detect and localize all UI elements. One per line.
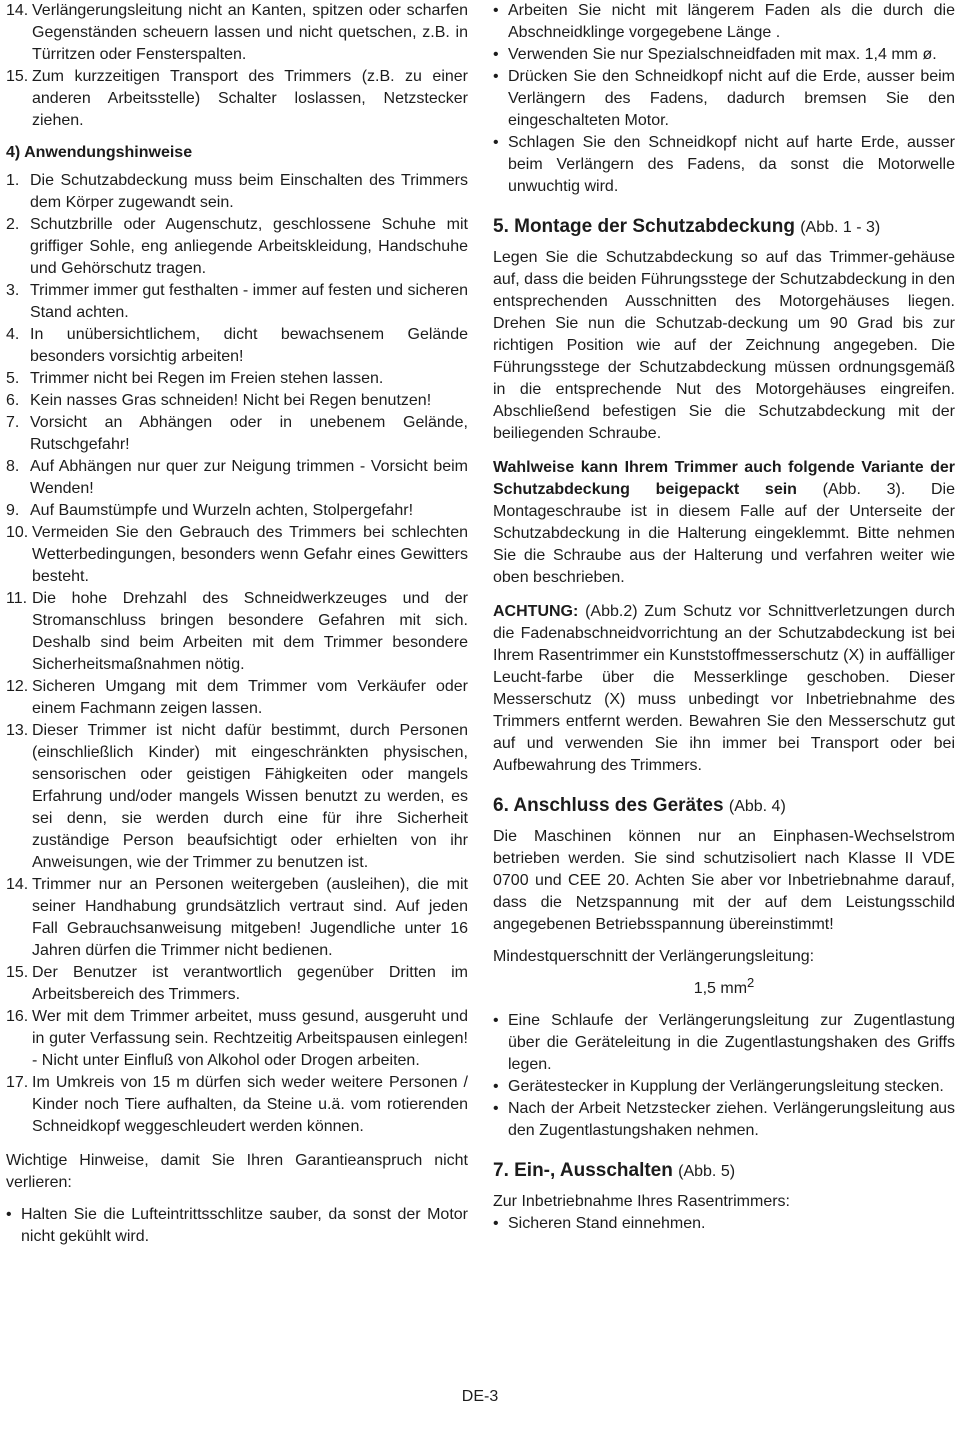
bullet-mark: • <box>493 1012 499 1029</box>
bullet-mark: • <box>6 1206 12 1223</box>
bullet-text: Schlagen Sie den Schneidkopf nicht auf harte Erde, ausser beim Verlängern des Fadens, da sonst die Motorwelle unwuchtig wird. <box>508 134 955 195</box>
bullet-mark: • <box>493 46 499 63</box>
item-text: Trimmer immer gut festhalten - immer auf festen und sicheren Stand achten. <box>30 282 468 321</box>
bullet-item <box>493 1098 955 1142</box>
item-text: Auf Baumstümpfe und Wurzeln achten, Stolpergefahr! <box>30 502 414 519</box>
list-item <box>6 874 468 962</box>
section-7-paragraph: Zur Inbetriebnahme Ihres Rasentrimmers: <box>493 1193 790 1210</box>
list-item <box>6 66 468 132</box>
item-text: Schutzbrille oder Augenschutz, geschlossene Schuhe mit griffiger Sohle, eng anliegende Arbeitskleidung, Handschuhe und Gehörschutz tragen. <box>30 216 468 277</box>
list-item <box>6 170 468 214</box>
item-text: Vermeiden Sie den Gebrauch des Trimmers bei schlechten Wetterbedingungen, besonders wenn Gefahr eines Gewitters besteht. <box>32 524 468 585</box>
item-number: 2. <box>6 216 20 233</box>
item-text: Die Schutzabdeckung muss beim Einschalten des Trimmers dem Körper zugewandt sein. <box>30 172 468 211</box>
bullet-mark: • <box>493 68 499 85</box>
right-column <box>493 0 955 1235</box>
item-number: 6. <box>6 392 20 409</box>
item-text: Verlängerungsleitung nicht an Kanten, spitzen oder scharfen Gegenständen scheuern lassen und nicht quetschen, z.B. in Türritzen oder Fensterspalten. <box>32 2 468 63</box>
list-item <box>6 1006 468 1072</box>
section-title: 6. Anschluss des Gerätes <box>493 795 724 816</box>
bullet-text: Halten Sie die Lufteintrittsschlitze sauber, da sonst der Motor nicht gekühlt wird. <box>21 1206 468 1245</box>
bullet-mark: • <box>493 1100 499 1117</box>
item-number: 13. <box>6 722 29 739</box>
bullet-mark: • <box>493 1215 499 1232</box>
cable-cross-section-value <box>493 975 955 1000</box>
item-text: Zum kurzzeitigen Transport des Trimmers (z.B. zu einer anderen Arbeitsstelle) Schalter loslassen, Netzstecker ziehen. <box>32 68 468 129</box>
list-item <box>6 456 468 500</box>
section-heading-4: 4) Anwendungshinweise <box>6 144 193 161</box>
list-item <box>6 1072 468 1138</box>
item-number: 14. <box>6 2 29 19</box>
section-7-heading <box>493 1160 955 1183</box>
item-number: 12. <box>6 678 29 695</box>
list-item <box>6 588 468 676</box>
warning-label: ACHTUNG: <box>493 603 579 620</box>
list-item <box>6 522 468 588</box>
bullet-item <box>493 1213 955 1235</box>
item-number: 11. <box>6 590 28 607</box>
figure-reference: (Abb. 5) <box>678 1163 736 1180</box>
list-item <box>6 368 468 390</box>
item-text: Auf Abhängen nur quer zur Neigung trimmen - Vorsicht beim Wenden! <box>30 458 468 497</box>
list-item <box>6 676 468 720</box>
figure-reference: (Abb. 1 - 3) <box>800 219 881 236</box>
item-text: Vorsicht an Abhängen oder in unebenem Gelände, Rutschgefahr! <box>30 414 468 453</box>
item-number: 17. <box>6 1074 29 1091</box>
bullet-text: Gerätestecker in Kupplung der Verlängerungsleitung stecken. <box>508 1078 944 1095</box>
bullet-text: Arbeiten Sie nicht mit längerem Faden als die durch die Abschneidklinge vorgegebene Länge . <box>508 2 955 41</box>
warning-paragraph <box>493 601 955 777</box>
section-6-heading <box>493 795 955 818</box>
bullet-text: Drücken Sie den Schneidkopf nicht auf die Erde, ausser beim Verlängern des Fadens, dadurch bremsen Sie den eingeschalteten Motor. <box>508 68 955 129</box>
bullet-item <box>493 0 955 44</box>
bullet-text: Nach der Arbeit Netzstecker ziehen. Verlängerungsleitung aus den Zugentlastungshaken nehmen. <box>508 1100 955 1139</box>
bullet-mark: • <box>493 134 499 151</box>
bullet-text: Sicheren Stand einnehmen. <box>508 1215 706 1232</box>
left-column <box>6 0 468 1248</box>
bullet-text: Verwenden Sie nur Spezialschneidfaden mit max. 1,4 mm ø. <box>508 46 937 63</box>
value-exponent: 2 <box>747 975 755 990</box>
list-item <box>6 962 468 1006</box>
item-number: 10. <box>6 524 29 541</box>
warranty-intro: Wichtige Hinweise, damit Sie Ihren Garantieanspruch nicht verlieren: <box>6 1152 468 1191</box>
bullet-item <box>493 66 955 132</box>
item-text: Wer mit dem Trimmer arbeitet, muss gesund, ausgeruht und in guter Verfassung sein. Rechtzeitig Arbeitspausen einlegen! - Nicht unter Einfluß von Alkohol oder Drogen arbeiten. <box>32 1008 468 1069</box>
paragraph-text: (Abb.2) Zum Schutz vor Schnittverletzungen durch die Fadenabschneidvorrichtung an der Schutzabdeckung ist bei Ihrem Rasentrimmer ein Kunststoffmesserschutz (X) in auffälliger Leucht-farbe über die Messerklinge geschoben. Dieser Messerschutz (X) muss unbedingt vor Inbetriebnahme des Trimmers entfernt werden. Bewahren Sie den Messerschutz gut auf und verwenden Sie ihn immer bei Transport oder bei Aufbewahrung des Trimmers. <box>493 603 955 774</box>
list-item <box>6 0 468 66</box>
section-title: 7. Ein-, Ausschalten <box>493 1160 673 1181</box>
page-number: DE-3 <box>461 1388 499 1405</box>
section-5-heading <box>493 216 955 239</box>
value-text: 1,5 mm <box>693 980 748 997</box>
item-text: Dieser Trimmer ist nicht dafür bestimmt, durch Personen (einschließlich Kinder) mit eingeschränkten physischen, sensorischen oder geistigen Fähigkeiten oder mangels Erfahrung und/oder mangels Wissen benutzt zu werden, es sei denn, sie werden durch eine für ihre Sicherheit zuständige Person beaufsichtigt oder erhielten von ihr Anweisungen, wie der Trimmer zu benutzen ist. <box>32 722 468 871</box>
bullet-item <box>493 1010 955 1076</box>
section-6-paragraph: Die Maschinen können nur an Einphasen-Wechselstrom betrieben werden. Sie sind schutzisoliert nach Klasse II VDE 0700 und CEE 20. Achten Sie aber vor Inbetriebnahme darauf, dass die Netzspannung mit der auf dem Leistungsschild angegebenen Betriebsspannung übereinstimmt! <box>493 828 955 933</box>
list-item <box>6 214 468 280</box>
item-number: 7. <box>6 414 20 431</box>
paragraph-text: (Abb. 3). Die Montageschraube ist in diesem Falle auf der Unterseite der Schutzabdeckung in die Halterung eingeklemmt. Bitte nehmen Sie die Schraube aus der Halterung und verfahren weiter wie oben beschrieben. <box>493 481 955 586</box>
item-number: 14. <box>6 876 29 893</box>
item-number: 3. <box>6 282 20 299</box>
item-text: Kein nasses Gras schneiden! Nicht bei Regen benutzen! <box>30 392 432 409</box>
bold-lead: Wahlweise kann Ihrem Trimmer auch folgende Variante der Schutzabdeckung beigepackt sein <box>493 459 955 498</box>
section-5-paragraph: Legen Sie die Schutzabdeckung so auf das Trimmer-gehäuse auf, dass die beiden Führungsstege der Schutzabdeckung in den entsprechenden Ausschnitten des Motorgehäuses liegen. Drehen Sie nun die Schutzab-deckung um 90 Grad bis zur richtigen Position wie auf der Zeichnung angegeben. Die Führungsstege der Schutzabdeckung müssen ordnungsgemäß in die entsprechende Nut des Motorgehäuses eingreifen. Abschließend befestigen Sie die Schutzabdeckung mit der beiliegenden Schraube. <box>493 249 955 442</box>
bullet-item <box>493 132 955 198</box>
item-text: In unübersichtlichem, dicht bewachsenem Gelände besonders vorsichtig arbeiten! <box>30 326 468 365</box>
figure-reference: (Abb. 4) <box>728 798 786 815</box>
section-title: 5. Montage der Schutzabdeckung <box>493 216 795 237</box>
item-text: Die hohe Drehzahl des Schneidwerkzeuges und der Stromanschluss bringen besondere Gefahren mit sich. Deshalb sind beim Arbeiten mit dem Trimmer besondere Sicherheitsmaßnahmen nötig. <box>32 590 468 673</box>
item-number: 8. <box>6 458 20 475</box>
bullet-mark: • <box>493 2 499 19</box>
list-item <box>6 412 468 456</box>
item-number: 4. <box>6 326 20 343</box>
list-item <box>6 280 468 324</box>
list-item <box>6 390 468 412</box>
cable-cross-section-label: Mindestquerschnitt der Verlängerungsleitung: <box>493 948 815 965</box>
item-text: Sicheren Umgang mit dem Trimmer vom Verkäufer oder einem Fachmann zeigen lassen. <box>32 678 468 717</box>
bullet-item <box>6 1204 468 1248</box>
item-text: Trimmer nur an Personen weitergeben (ausleihen), die mit seiner Handhabung grundsätzlich vertraut sind. Auf jeden Fall Gebrauchsanweisung mitgeben! Jugendliche unter 16 Jahren dürfen die Trimmer nicht bedienen. <box>32 876 468 959</box>
bullet-text: Eine Schlaufe der Verlängerungsleitung zur Zugentlastung über die Geräteleitung in die Zugentlastungshaken des Griffs legen. <box>508 1012 955 1073</box>
bullet-mark: • <box>493 1078 499 1095</box>
item-number: 5. <box>6 370 20 387</box>
bullet-item <box>493 44 955 66</box>
item-text: Im Umkreis von 15 m dürfen sich weder weitere Personen / Kinder noch Tiere aufhalten, da Steine u.ä. vom rotierenden Schneidkopf weggeschleudert werden können. <box>32 1074 468 1135</box>
item-number: 15. <box>6 964 29 981</box>
list-item <box>6 500 468 522</box>
item-number: 9. <box>6 502 20 519</box>
list-item <box>6 324 468 368</box>
item-number: 16. <box>6 1008 29 1025</box>
item-text: Der Benutzer ist verantwortlich gegenüber Dritten im Arbeitsbereich des Trimmers. <box>32 964 468 1003</box>
list-item <box>6 720 468 874</box>
item-number: 15. <box>6 68 29 85</box>
item-number: 1. <box>6 172 20 189</box>
item-text: Trimmer nicht bei Regen im Freien stehen lassen. <box>30 370 384 387</box>
bullet-item <box>493 1076 955 1098</box>
section-5-variant-paragraph <box>493 457 955 589</box>
